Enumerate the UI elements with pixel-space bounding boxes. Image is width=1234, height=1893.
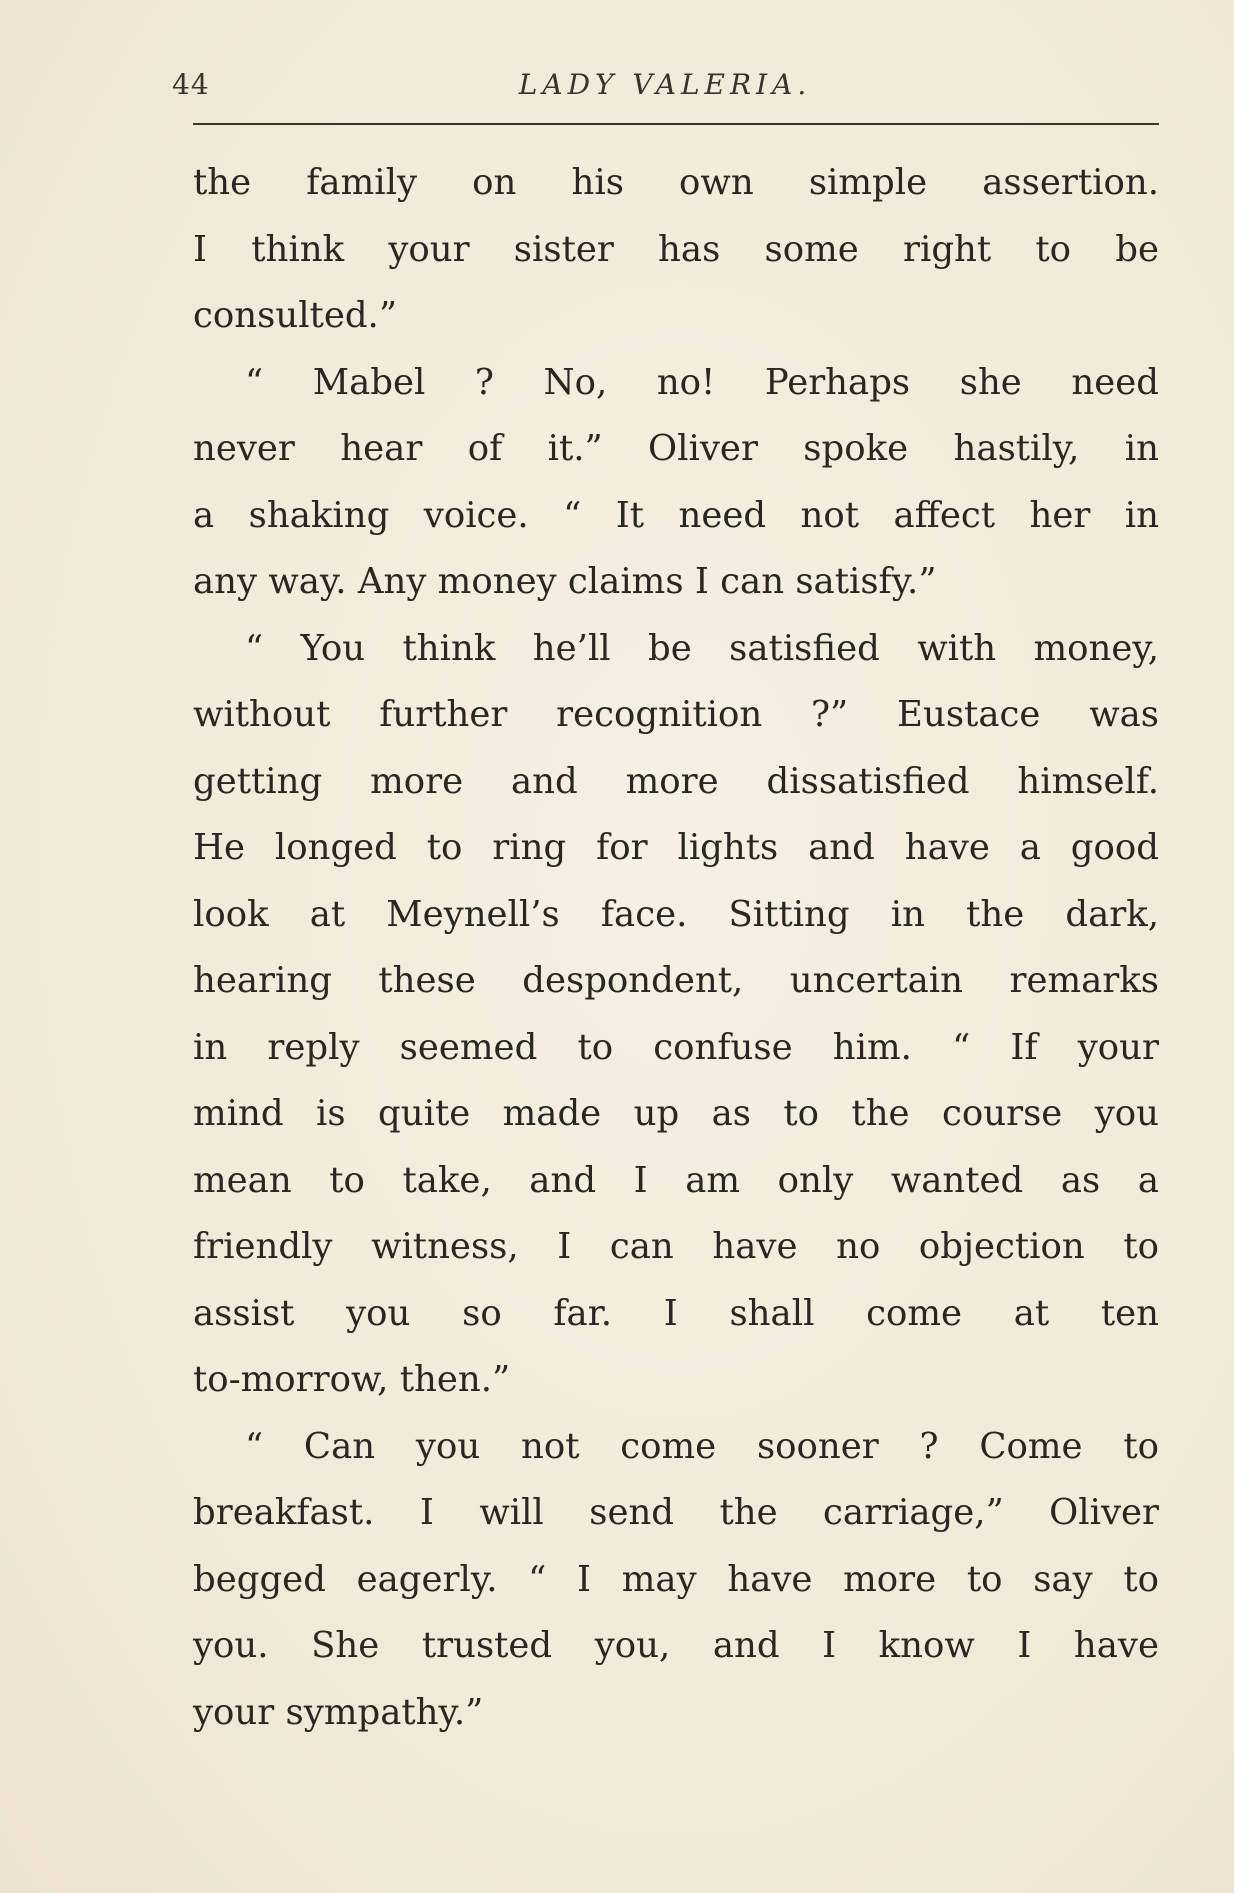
text-line: “ Mabel ? No, no! Perhaps she need: [245, 361, 1159, 403]
text-line: a shaking voice. “ It need not affect her in: [193, 494, 1159, 536]
text-line: hearing these despondent, uncertain remarks: [193, 960, 1159, 1001]
text-line: to-morrow, then.”: [193, 1359, 511, 1400]
text-line: friendly witness, I can have no objection to: [193, 1226, 1159, 1267]
text-line: never hear of it.” Oliver spoke hastily, in: [193, 428, 1159, 469]
page-header: [172, 68, 1158, 116]
text-line: in reply seemed to confuse him. “ If your: [193, 1026, 1159, 1068]
text-line: breakfast. I will send the carriage,” Oliver: [193, 1492, 1159, 1533]
text-line: mind is quite made up as to the course you: [193, 1093, 1159, 1134]
text-line: getting more and more dissatisfied himself.: [193, 760, 1159, 802]
text-line: your sympathy.”: [193, 1691, 484, 1733]
text-line: without further recognition ?” Eustace was: [193, 694, 1159, 735]
text-line: He longed to ring for lights and have a good: [193, 827, 1159, 868]
text-line: “ You think he’ll be satisfied with money,: [245, 627, 1159, 669]
text-line: the family on his own simple assertion.: [193, 162, 1159, 203]
text-line: “ Can you not come sooner ? Come to: [245, 1425, 1159, 1467]
page-number: 44: [172, 68, 210, 101]
text-line: begged eagerly. “ I may have more to say to: [193, 1558, 1159, 1600]
text-line: look at Meynell’s face. Sitting in the dark,: [193, 893, 1159, 935]
header-rule: [193, 123, 1159, 125]
text-line: I think your sister has some right to be: [193, 228, 1159, 270]
running-title: LADY VALERIA.: [518, 68, 812, 101]
text-line: you. She trusted you, and I know I have: [193, 1625, 1159, 1666]
text-line: assist you so far. I shall come at ten: [193, 1292, 1159, 1334]
text-line: any way. Any money claims I can satisfy.”: [193, 561, 937, 602]
text-line: mean to take, and I am only wanted as a: [193, 1159, 1159, 1201]
text-line: consulted.”: [193, 295, 397, 336]
body-text: [193, 150, 1159, 1746]
